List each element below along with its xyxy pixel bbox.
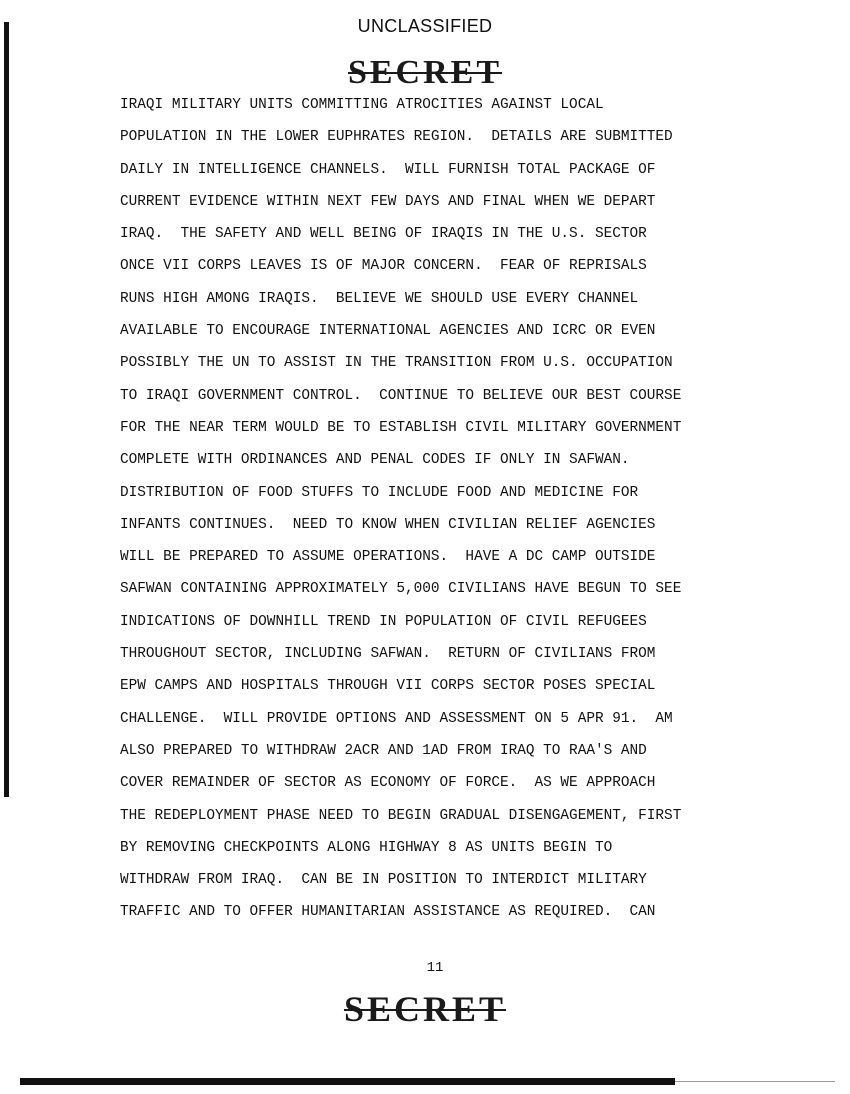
- struck-secret-marking-top: SECRET: [347, 54, 503, 91]
- body-text-line: WITHDRAW FROM IRAQ. CAN BE IN POSITION TO INTERDICT MILITARY: [120, 872, 647, 889]
- body-text-line: RUNS HIGH AMONG IRAQIS. BELIEVE WE SHOULD USE EVERY CHANNEL: [120, 290, 639, 307]
- page-number: 11: [426, 960, 444, 976]
- body-text-line: CHALLENGE. WILL PROVIDE OPTIONS AND ASSESSMENT ON 5 APR 91. AM: [120, 710, 673, 727]
- body-text-line: DISTRIBUTION OF FOOD STUFFS TO INCLUDE FOOD AND MEDICINE FOR: [120, 484, 639, 501]
- body-text-line: FOR THE NEAR TERM WOULD BE TO ESTABLISH CIVIL MILITARY GOVERNMENT: [120, 419, 682, 436]
- body-text-line: EPW CAMPS AND HOSPITALS THROUGH VII CORPS SECTOR POSES SPECIAL: [120, 678, 656, 695]
- body-text-line: COMPLETE WITH ORDINANCES AND PENAL CODES IF ONLY IN SAFWAN.: [120, 452, 630, 469]
- body-text-line: INFANTS CONTINUES. NEED TO KNOW WHEN CIVILIAN RELIEF AGENCIES: [120, 516, 656, 533]
- scan-bottom-rule-thin: [675, 1081, 835, 1082]
- body-text-line: DAILY IN INTELLIGENCE CHANNELS. WILL FURNISH TOTAL PACKAGE OF: [120, 161, 656, 178]
- body-text-line: POSSIBLY THE UN TO ASSIST IN THE TRANSITION FROM U.S. OCCUPATION: [120, 355, 673, 372]
- body-text-line: BY REMOVING CHECKPOINTS ALONG HIGHWAY 8 AS UNITS BEGIN TO: [120, 839, 613, 856]
- body-text-line: TRAFFIC AND TO OFFER HUMANITARIAN ASSISTANCE AS REQUIRED. CAN: [120, 904, 656, 921]
- scan-bottom-rule: [20, 1078, 675, 1085]
- document-body: [120, 94, 800, 934]
- body-text-line: ALSO PREPARED TO WITHDRAW 2ACR AND 1AD FROM IRAQ TO RAA'S AND: [120, 742, 647, 759]
- body-text-line: COVER REMAINDER OF SECTOR AS ECONOMY OF FORCE. AS WE APPROACH: [120, 775, 656, 792]
- scan-margin-bar: [4, 22, 9, 797]
- struck-secret-marking-bottom: SECRET: [343, 989, 507, 1029]
- body-text-line: THE REDEPLOYMENT PHASE NEED TO BEGIN GRADUAL DISENGAGEMENT, FIRST: [120, 807, 682, 824]
- body-text-line: IRAQI MILITARY UNITS COMMITTING ATROCITIES AGAINST LOCAL: [120, 97, 604, 113]
- body-text-line: WILL BE PREPARED TO ASSUME OPERATIONS. HAVE A DC CAMP OUTSIDE: [120, 549, 656, 566]
- body-text-line: POPULATION IN THE LOWER EUPHRATES REGION. DETAILS ARE SUBMITTED: [120, 129, 673, 146]
- body-text-line: SAFWAN CONTAINING APPROXIMATELY 5,000 CIVILIANS HAVE BEGUN TO SEE: [120, 581, 682, 598]
- body-text-line: IRAQ. THE SAFETY AND WELL BEING OF IRAQIS IN THE U.S. SECTOR: [120, 226, 647, 243]
- body-text-line: ONCE VII CORPS LEAVES IS OF MAJOR CONCERN. FEAR OF REPRISALS: [120, 258, 647, 275]
- body-text-line: THROUGHOUT SECTOR, INCLUDING SAFWAN. RETURN OF CIVILIANS FROM: [120, 646, 656, 663]
- body-text-line: INDICATIONS OF DOWNHILL TREND IN POPULATION OF CIVIL REFUGEES: [120, 613, 647, 630]
- body-text-line: CURRENT EVIDENCE WITHIN NEXT FEW DAYS AND FINAL WHEN WE DEPART: [120, 193, 656, 210]
- body-text-line: AVAILABLE TO ENCOURAGE INTERNATIONAL AGENCIES AND ICRC OR EVEN: [120, 323, 656, 340]
- body-text-line: TO IRAQI GOVERNMENT CONTROL. CONTINUE TO BELIEVE OUR BEST COURSE: [120, 387, 682, 404]
- classification-header: UNCLASSIFIED: [357, 16, 493, 36]
